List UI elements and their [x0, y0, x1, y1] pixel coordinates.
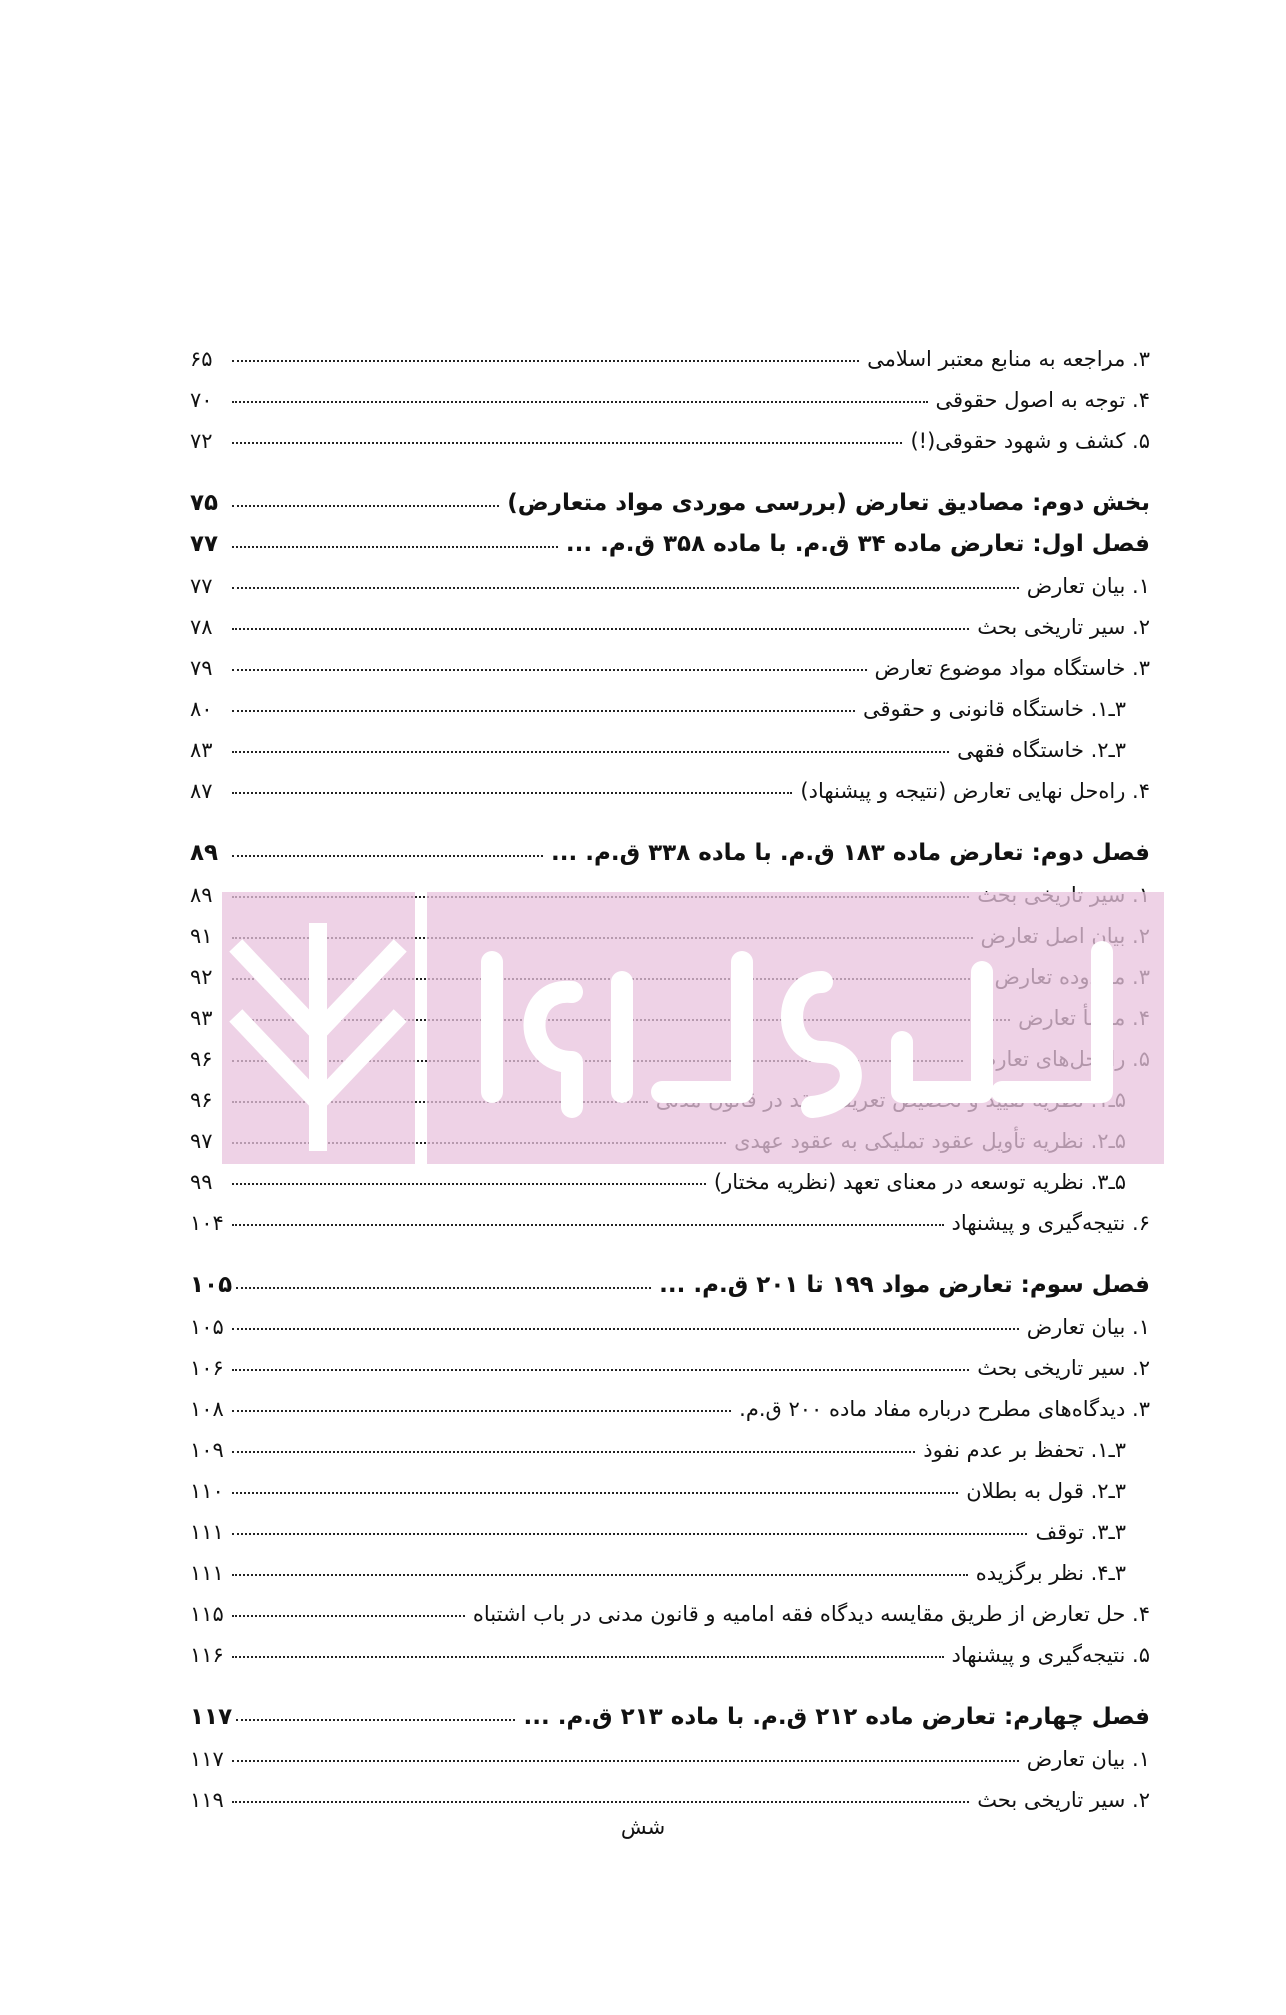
toc-entry-title: ۶. نتیجه‌گیری و پیشنهاد: [951, 1211, 1150, 1235]
dot-leader: [232, 1328, 1019, 1330]
toc-entry-title: ۲. سیر تاریخی بحث: [977, 1356, 1150, 1380]
toc-entry: [190, 825, 1150, 866]
dot-leader: [232, 628, 969, 630]
toc-entry-title: ۳ـ۱. تحفظ بر عدم نفوذ: [923, 1438, 1126, 1462]
dot-leader: [232, 1760, 1019, 1762]
dot-leader: [232, 1656, 944, 1658]
dot-leader: [232, 855, 543, 857]
toc-entry-title: ۵. کشف و شهود حقوقی(!): [910, 429, 1150, 453]
toc-entry-page: ۱۱۷: [190, 1747, 224, 1771]
toc-entry-title: ۳ـ۳. توقف: [1035, 1520, 1126, 1544]
dot-leader: [232, 751, 949, 753]
toc-entry: [190, 1544, 1150, 1585]
toc-entry-title: ۳ـ۲. قول به بطلان: [966, 1479, 1126, 1503]
toc-entry-title: فصل سوم: تعارض مواد ۱۹۹ تا ۲۰۱ ق.م. ...: [659, 1272, 1150, 1298]
toc-entry: [190, 1503, 1150, 1544]
toc-entry: [190, 516, 1150, 557]
toc-entry-title: ۴. توجه به اصول حقوقی: [935, 388, 1150, 412]
publisher-logo-icon: [222, 892, 1164, 1164]
toc-entry-page: ۷۹: [190, 656, 213, 680]
toc-entry-page: ۷۵: [190, 490, 219, 516]
toc-entry-page: ۹۷: [190, 1129, 213, 1153]
dot-leader: [232, 505, 499, 507]
toc-entry-page: ۹۲: [190, 965, 213, 989]
toc-entry: [190, 721, 1150, 762]
toc-entry-title: ۳ـ۴. نظر برگزیده: [975, 1561, 1126, 1585]
toc-entry-title: ۱. بیان تعارض: [1026, 1315, 1150, 1339]
toc-entry-page: ۱۱۵: [190, 1602, 224, 1626]
toc-entry: [190, 1380, 1150, 1421]
toc-entry: [190, 1730, 1150, 1771]
dot-leader: [232, 1224, 944, 1226]
toc-entry: [190, 598, 1150, 639]
toc-entry-page: ۹۹: [190, 1170, 213, 1194]
toc-entry-page: ۱۱۹: [190, 1788, 224, 1812]
toc-entry-page: ۸۷: [190, 779, 213, 803]
dot-leader: [232, 1574, 968, 1576]
dot-leader: [236, 1287, 651, 1289]
toc-entry-title: ۳. دیدگاه‌های مطرح درباره مفاد ماده ۲۰۰ ق.م.: [739, 1397, 1150, 1421]
toc-entry-page: ۸۳: [190, 738, 213, 762]
dot-leader: [232, 1533, 1027, 1535]
toc-entry-page: ۱۱۰: [190, 1479, 224, 1503]
toc-entry-page: ۱۱۶: [190, 1643, 224, 1667]
toc-entry: [190, 639, 1150, 680]
toc-entry-title: ۳ـ۲. خاستگاه فقهی: [957, 738, 1126, 762]
toc-entry-title: ۳ـ۱. خاستگاه قانونی و حقوقی: [862, 697, 1126, 721]
dot-leader: [232, 1615, 465, 1617]
toc-entry-title: ۵ـ۳. نظریه توسعه در معنای تعهد (نظریه مختار): [713, 1170, 1126, 1194]
toc-entry-page: ۷۲: [190, 429, 213, 453]
dot-leader: [232, 1492, 958, 1494]
toc-entry-page: ۱۰۵: [190, 1272, 233, 1298]
toc-entry-page: ۱۱۱: [190, 1561, 224, 1585]
dot-leader: [232, 1369, 969, 1371]
toc-entry-title: ۵. نتیجه‌گیری و پیشنهاد: [951, 1643, 1150, 1667]
dot-leader: [232, 1801, 969, 1803]
toc-entry: [190, 1585, 1150, 1626]
toc-entry: [190, 1298, 1150, 1339]
toc-entry: [190, 1626, 1150, 1667]
dot-leader: [232, 1451, 915, 1453]
dot-leader: [236, 1719, 515, 1721]
toc-entry-page: ۶۵: [190, 347, 213, 371]
dot-leader: [232, 401, 928, 403]
toc-entry-page: ۱۰۵: [190, 1315, 224, 1339]
dot-leader: [232, 1183, 706, 1185]
dot-leader: [232, 669, 867, 671]
toc-entry: [190, 330, 1150, 371]
toc-entry-page: ۷۰: [190, 388, 213, 412]
toc-entry-title: فصل اول: تعارض ماده ۳۴ ق.م. با ماده ۳۵۸ ق.م. ...: [565, 531, 1150, 557]
toc-entry-page: ۱۰۹: [190, 1438, 224, 1462]
toc-entry: [190, 371, 1150, 412]
toc-entry-title: ۴. حل تعارض از طریق مقایسه دیدگاه فقه امامیه و قانون مدنی در باب اشتباه: [472, 1602, 1150, 1626]
dot-leader: [232, 710, 855, 712]
dot-leader: [232, 546, 558, 548]
dot-leader: [232, 1410, 731, 1412]
toc-entry: [190, 1689, 1150, 1730]
dot-leader: [232, 792, 792, 794]
toc-entry: [190, 762, 1150, 803]
toc-entry: [190, 1194, 1150, 1235]
toc-entry: [190, 1462, 1150, 1503]
dot-leader: [232, 587, 1019, 589]
toc-entry-title: ۱. بیان تعارض: [1026, 574, 1150, 598]
toc-entry: [190, 1771, 1150, 1812]
toc-entry: [190, 680, 1150, 721]
toc-entry-title: ۲. سیر تاریخی بحث: [977, 615, 1150, 639]
toc-entry: [190, 412, 1150, 453]
toc-entry-title: ۳. خاستگاه مواد موضوع تعارض: [874, 656, 1150, 680]
toc-entry-title: بخش دوم: مصادیق تعارض (بررسی موردی مواد متعارض): [507, 490, 1150, 516]
toc-entry-page: ۹۶: [190, 1047, 213, 1071]
toc-entry-title: فصل دوم: تعارض ماده ۱۸۳ ق.م. با ماده ۳۳۸ ق.م. ...: [551, 840, 1150, 866]
toc-entry-page: ۱۰۸: [190, 1397, 224, 1421]
toc-entry-page: ۱۱۷: [190, 1704, 233, 1730]
dot-leader: [232, 360, 859, 362]
page-number: شش: [620, 1815, 666, 1839]
toc-entry-title: ۱. بیان تعارض: [1026, 1747, 1150, 1771]
toc-entry-page: ۹۱: [190, 924, 213, 948]
toc-entry-page: ۸۹: [190, 883, 213, 907]
dot-leader: [232, 442, 902, 444]
toc-entry: [190, 1339, 1150, 1380]
toc-entry: [190, 1421, 1150, 1462]
toc-entry: [190, 557, 1150, 598]
toc-entry-page: ۹۳: [190, 1006, 213, 1030]
toc-entry: [190, 1257, 1150, 1298]
toc-entry: [190, 475, 1150, 516]
toc-entry-page: ۱۰۴: [190, 1211, 224, 1235]
toc-entry-page: ۸۰: [190, 697, 213, 721]
toc-entry-title: ۲. سیر تاریخی بحث: [977, 1788, 1150, 1812]
toc-entry-page: ۷۷: [190, 531, 219, 557]
toc-entry-page: ۷۷: [190, 574, 213, 598]
toc-entry-page: ۸۹: [190, 840, 219, 866]
toc-entry-title: فصل چهارم: تعارض ماده ۲۱۲ ق.م. با ماده ۲۱۳ ق.م. ...: [523, 1704, 1150, 1730]
toc-entry-page: ۱۰۶: [190, 1356, 224, 1380]
toc-entry-title: ۳. مراجعه به منابع معتبر اسلامی: [867, 347, 1150, 371]
toc-entry-page: ۱۱۱: [190, 1520, 224, 1544]
toc-entry-title: ۴. راه‌حل نهایی تعارض (نتیجه و پیشنهاد): [800, 779, 1150, 803]
toc-entry-page: ۹۶: [190, 1088, 213, 1112]
toc-entry-page: ۷۸: [190, 615, 213, 639]
